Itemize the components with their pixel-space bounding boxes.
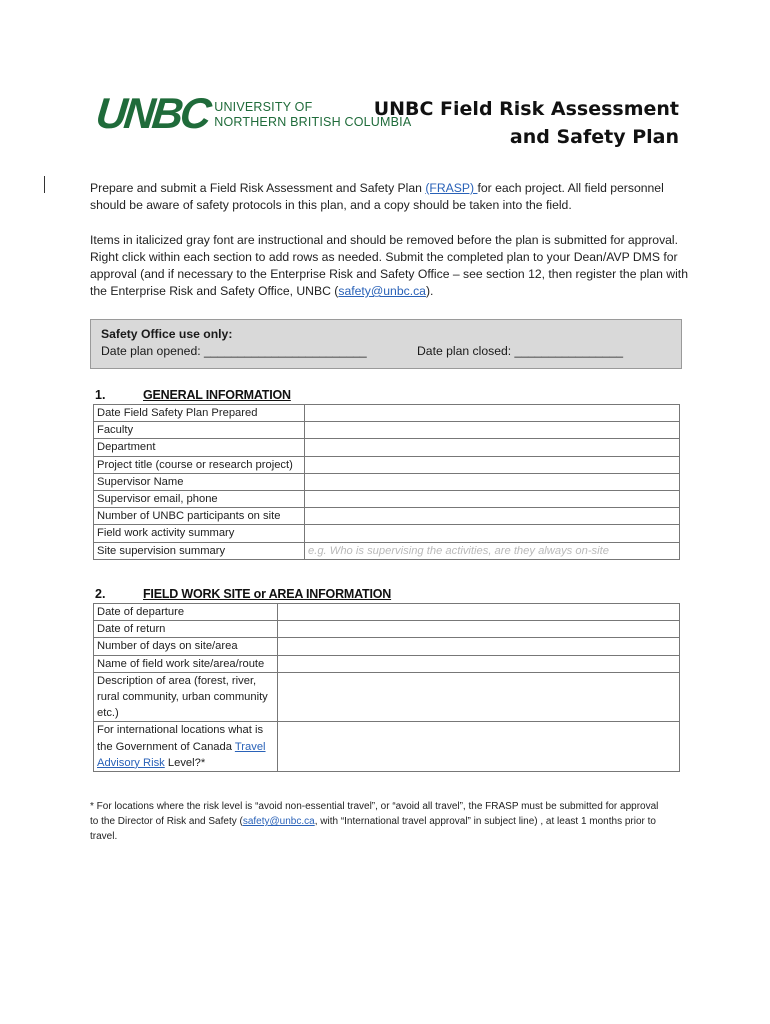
row-label: Date Field Safety Plan Prepared xyxy=(94,405,305,422)
table-row xyxy=(94,422,680,439)
table-row xyxy=(94,722,680,772)
intro-paragraph-2 xyxy=(90,232,690,300)
row-label: Name of field work site/area/route xyxy=(94,655,278,672)
office-use-label: Safety Office use only: xyxy=(101,327,233,341)
section-1-heading xyxy=(95,388,291,402)
table-row xyxy=(94,405,680,422)
intro-p2-text-end: ). xyxy=(425,284,434,298)
logo-mark: UNBC xyxy=(93,90,211,138)
section-1-title: GENERAL INFORMATION xyxy=(143,388,291,402)
table-row xyxy=(94,525,680,542)
table-row xyxy=(94,439,680,456)
frasp-link[interactable]: (FRASP) xyxy=(425,181,478,195)
general-information-table xyxy=(93,404,680,560)
table-row xyxy=(94,456,680,473)
row-label: Date of return xyxy=(94,621,278,638)
date-opened-field[interactable]: Date plan opened: ________________________ xyxy=(101,344,367,358)
row-value-field[interactable] xyxy=(305,508,680,525)
intro-paragraph-1 xyxy=(90,180,690,214)
section-2-number: 2. xyxy=(95,587,106,601)
row-label: Department xyxy=(94,439,305,456)
table-row xyxy=(94,672,680,722)
footnote-text-end: , with “International travel approval” in subject line) , at least 1 months prior to travel. xyxy=(90,816,656,842)
row-value-field[interactable] xyxy=(278,638,680,655)
text-cursor xyxy=(44,176,45,193)
logo-line-1: UNIVERSITY OF xyxy=(214,99,313,114)
row-value-field[interactable] xyxy=(305,422,680,439)
document-title xyxy=(374,95,679,151)
row-value-field[interactable] xyxy=(305,473,680,490)
row-label: Project title (course or research project) xyxy=(94,456,305,473)
title-line-1: UNBC Field Risk Assessment xyxy=(373,98,679,120)
title-line-2: and Safety Plan xyxy=(509,126,679,148)
travel-advisory-link[interactable]: Travel Advisory Risk xyxy=(97,740,266,769)
intro-p1-text: Prepare and submit a Field Risk Assessment and Safety Plan xyxy=(90,181,426,195)
row-label: Supervisor email, phone xyxy=(94,491,305,508)
unbc-logo xyxy=(93,90,412,138)
travel-advisory-text-end: Level?* xyxy=(164,756,206,769)
logo-line-2: NORTHERN BRITISH COLUMBIA xyxy=(214,114,412,129)
row-label: Date of departure xyxy=(94,604,278,621)
row-value-field[interactable] xyxy=(278,655,680,672)
international-travel-footnote xyxy=(90,799,660,844)
safety-office-box xyxy=(90,319,682,369)
row-value-field[interactable] xyxy=(278,604,680,621)
row-label: Field work activity summary xyxy=(94,525,305,542)
row-value-field[interactable] xyxy=(278,621,680,638)
row-label: Description of area (forest, river, rural community, urban community etc.) xyxy=(94,672,278,722)
intro-p2-text: Items in italicized gray font are instructional and should be removed before the plan is submitted for approval. Right click within each section to add rows as needed. Submit the completed plan to your Dean/AVP DMS for approval (and if necessary to the Enterprise Risk and Safety Office – see section 12, then register the plan with the Enterprise Risk and Safety Office, UNBC ( xyxy=(90,233,688,298)
row-value-field[interactable] xyxy=(278,672,680,722)
row-label: Faculty xyxy=(94,422,305,439)
table-row xyxy=(94,542,680,559)
footnote-text: * For locations where the risk level is “avoid non-essential travel”, or “avoid all travel”, the FRASP must be submitted for approval to the Director of Risk and Safety ( xyxy=(90,801,659,827)
date-closed-field[interactable]: Date plan closed: ________________ xyxy=(417,344,624,358)
intro-p1-text-end: for each project. All field personnel should be aware of safety protocols in this plan, and a copy should be taken into the field. xyxy=(90,181,664,212)
table-row xyxy=(94,491,680,508)
row-label xyxy=(94,722,278,772)
table-row xyxy=(94,508,680,525)
section-2-heading xyxy=(95,587,391,601)
section-2-title: FIELD WORK SITE or AREA INFORMATION xyxy=(143,587,392,601)
table-row xyxy=(94,473,680,490)
row-value-field[interactable] xyxy=(305,456,680,473)
row-value-field[interactable] xyxy=(305,405,680,422)
table-row xyxy=(94,655,680,672)
footnote-email-link[interactable]: safety@unbc.ca xyxy=(242,816,315,827)
row-value-field[interactable] xyxy=(305,491,680,508)
table-row xyxy=(94,604,680,621)
section-1-number: 1. xyxy=(95,388,106,402)
row-label: Number of days on site/area xyxy=(94,638,278,655)
row-value-field[interactable] xyxy=(278,722,680,772)
row-label: Number of UNBC participants on site xyxy=(94,508,305,525)
row-value-field[interactable] xyxy=(305,525,680,542)
site-supervision-hint[interactable]: e.g. Who is supervising the activities, are they always on-site xyxy=(305,542,680,559)
safety-email-link[interactable]: safety@unbc.ca xyxy=(338,284,426,298)
table-row xyxy=(94,638,680,655)
row-label: Supervisor Name xyxy=(94,473,305,490)
row-value-field[interactable] xyxy=(305,439,680,456)
table-row xyxy=(94,621,680,638)
field-work-site-table xyxy=(93,603,680,772)
row-label: Site supervision summary xyxy=(94,542,305,559)
travel-advisory-text: For international locations what is the Government of Canada xyxy=(97,724,264,753)
